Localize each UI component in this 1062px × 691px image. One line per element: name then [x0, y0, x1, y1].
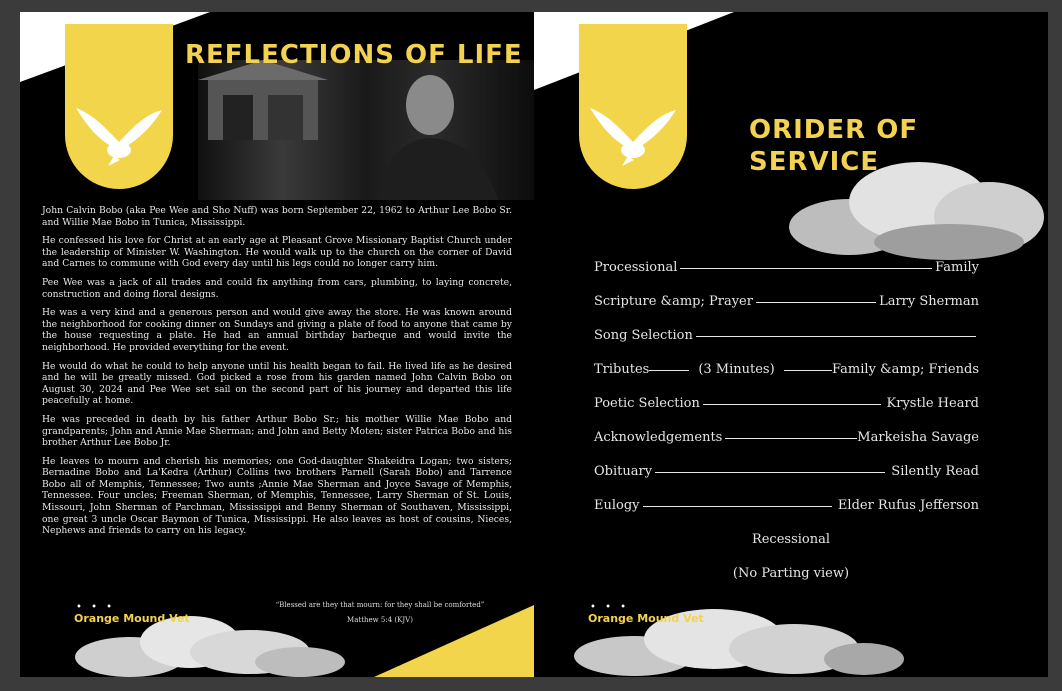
obituary-paragraph: He would do what he could to help anyone until his health began to fail. He lived life as he desired and he will be greatly missed. God picked a rose from his garden named John Calvin Bobo on August 30, 2024 and Pee Wee set sail on the second part of his journey and departed this life peacefully at home.: [42, 360, 512, 407]
dove-badge: [579, 24, 687, 189]
program-row: [594, 260, 979, 275]
program-row: [594, 362, 979, 377]
program-line: [756, 302, 876, 303]
program-participant: Krystle Heard: [886, 396, 979, 411]
dove-icon: [588, 106, 678, 168]
program-line: [643, 506, 832, 507]
program-row: [594, 294, 979, 309]
program-item: Acknowledgements: [594, 430, 723, 445]
program-item: Song Selection: [594, 328, 693, 343]
program-item: Obituary: [594, 464, 653, 479]
brand-dots: • • •: [590, 602, 630, 613]
program-line: [784, 370, 832, 371]
obituary-paragraph: He was preceded in death by his father Arthur Bobo Sr.; his mother Willie Mae Bobo and grandparents; John and Annie Mae Sherman; and John and Betty Moten; sister Patrica Bobo and his brother Arthur Lee Bobo Jr.: [42, 413, 512, 449]
program-line: [703, 404, 881, 405]
program-line: [725, 438, 857, 439]
program-line: [696, 336, 976, 337]
no-parting-note: (No Parting view): [732, 566, 850, 581]
order-of-service-page: [534, 12, 1048, 677]
program-line: [680, 268, 932, 269]
recessional: Recessional: [751, 532, 831, 547]
program-participant: Silently Read: [891, 464, 979, 479]
program-row: [594, 430, 979, 445]
program-participant: Elder Rufus Jefferson: [837, 498, 979, 513]
obituary-paragraph: John Calvin Bobo (aka Pee Wee and Sho Nuff) was born September 22, 1962 to Arthur Lee Bobo Sr. and Willie Mae Bobo in Tunica, Mississippi.: [42, 205, 512, 228]
program-line: [649, 370, 689, 371]
program-row: [594, 498, 979, 513]
program-item: Eulogy: [594, 498, 640, 513]
program-row: [594, 328, 976, 343]
yellow-corner-triangle: [374, 605, 534, 677]
portrait-photo: [198, 60, 534, 200]
obituary-paragraph: Pee Wee was a jack of all trades and could fix anything from cars, plumbing, to laying concrete, construction and doing floral designs.: [42, 276, 512, 300]
obituary-text: [42, 205, 512, 544]
program-row: [594, 396, 979, 411]
program-participant: Markeisha Savage: [857, 430, 979, 445]
program-item: Tributes: [594, 362, 650, 377]
obituary-paragraph: He leaves to mourn and cherish his memories; one God-daughter Shakeidra Logan; two sisters; Bernadine Bobo and La'Kedra (Arthur) Collins two brothers Parnell (Sarah Bobo) and Tarrence Bobo all of Memphis, Tennessee; Two aunts ;Annie Mae Sherman and Joyce Savage of Memphis, Tennessee. Four uncles; Freeman Sherman, of Memphis, Tennessee, Larry Sherman of St. Louis, Missouri, John Sherman of Parchman, Mississippi and Benny Sherman of Southaven, Mississippi, one great 3 uncle Oscar Baymon of Tunica, Mississippi. He also leaves as host of cousins, Nieces, Nephews and friends to carry on his legacy.: [42, 455, 512, 537]
obituary-paragraph: He confessed his love for Christ at an early age at Pleasant Grove Missionary Baptist Church under the leadership of Minister W. Washington. He would walk up to the church on the corner of David and Carnes to commune with God every day until his legs could no longer carry him.: [42, 235, 512, 270]
obituary-page: [20, 12, 534, 677]
brand-name: Orange Mound Vet: [74, 612, 190, 625]
obituary-paragraph: He was a very kind and a generous person and would give away the store. He was known around the neighborhood for cooking dinner on Sundays and giving a plate of food to anyone that came by the house requesting a plate. He had an annual birthday barbeque and would invite the neighborhood. He provided everything for the event.: [42, 307, 512, 353]
dove-icon: [74, 106, 164, 168]
program-participant: Larry Sherman: [879, 294, 979, 309]
brand-dots: • • •: [76, 602, 116, 613]
program-note: (3 Minutes): [698, 362, 775, 377]
scripture-quote: “Blessed are they that mourn: for they shall be comforted”: [275, 601, 485, 609]
cloud-icon: [779, 147, 1044, 262]
program-item: Poetic Selection: [594, 396, 700, 411]
program-participant: Family: [935, 260, 979, 275]
brand-name: Orange Mound Vet: [588, 612, 704, 625]
program-line: [655, 472, 885, 473]
page-title: REFLECTIONS OF LIFE: [185, 40, 523, 70]
title-line: ORIDER OF: [749, 115, 919, 145]
program-row: [594, 464, 979, 479]
title-line: SERVICE: [749, 147, 880, 177]
scripture-reference: Matthew 5:4 (KJV): [347, 616, 413, 624]
program-participant: Family &amp; Friends: [832, 362, 979, 377]
program-item: Scripture &amp; Prayer: [594, 294, 753, 309]
program-item: Processional: [594, 260, 678, 275]
dove-badge: [65, 24, 173, 189]
